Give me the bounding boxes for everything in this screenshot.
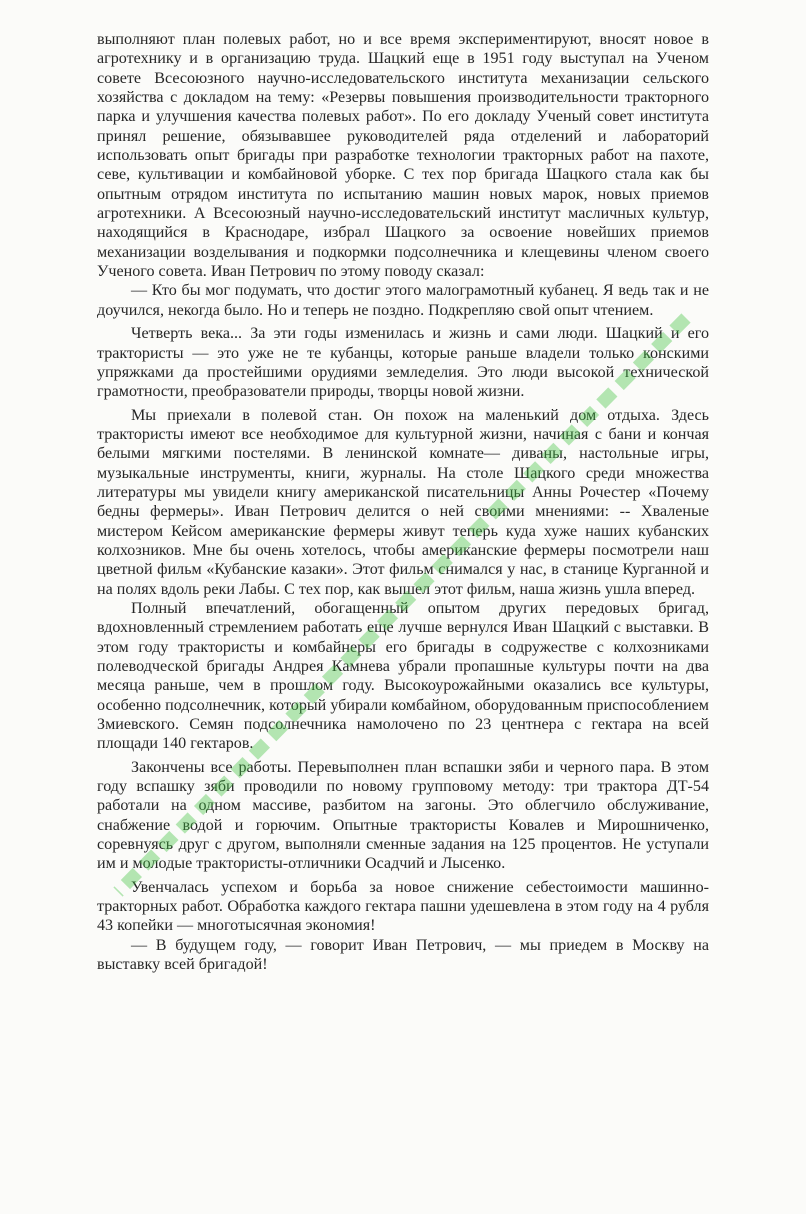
paragraph-5: Полный впечатлений, обогащенный опытом других передовых бригад, вдохновленный стремлением работать еще лучше вернулся Иван Шацкий с выставки. В этом году трактористы и комбайнеры его бригады в содружестве с колхозниками полеводческой бригады Андрея Камнева убрали пропашные культуры почти на два месяца раньше, чем в прошлом году. Высокоурожайными оказались все культуры, особенно подсолнечник, который убирали комбайном, оборудованным приспособлением Змиевского. Семян подсолнечника намолочено по 23 центнера с гектара на всей площади 140 гектаров. [97, 599, 709, 753]
paragraph-1: выполняют план полевых работ, но и все время экспериментируют, вносят новое в агротехнику и в организацию труда. Шацкий еще в 1951 году выступал на Ученом совете Всесоюзного научно-исследовательского института механизации сельского хозяйства с докладом на тему: «Резервы повышения производительности тракторного парка и улучшения качества полевых работ». По его докладу Ученый совет института принял решение, обязывавшее руководителей ряда отделений и лабораторий использовать опыт бригады при разработке технологии тракторных работ на пахоте, севе, культивации и комбайновой уборке. С тех пор бригада Шацкого стала как бы опытным отрядом института по испытанию машин новых марок, новых приемов агротехники. А Всесоюзный научно-исследовательский институт масличных культур, находящийся в Краснодаре, избрал Шацкого за освоение новейших приемов механизации возделывания и подкормки подсолнечника и клещевины членом своего Ученого совета. Иван Петрович по этому поводу сказал: [97, 31, 709, 281]
paragraph-8: — В будущем году, — говорит Иван Петрович, — мы приедем в Москву на выставку всей бригадой! [97, 936, 709, 974]
paragraph-6: Закончены все работы. Перевыполнен план вспашки зяби и черного пара. В этом году вспашку зяби проводили по новому групповому методу: три трактора ДТ-54 работали на одном массиве, разбитом на загоны. Это облегчило обслуживание, снабжение водой и горючим. Опытные трактористы Ковалев и Мирошниченко, соревнуясь друг с другом, выполняли сменные задания на 125 процентов. Не уступали им и молодые трактористы-отличники Осадчий и Лысенко. [97, 758, 709, 873]
paragraph-3: Четверть века... За эти годы изменилась и жизнь и сами люди. Шацкий и его трактористы — это уже не те кубанцы, которые раньше владели только конскими упряжками да простейшими орудиями земледелия. Это люди высокой технической грамотности, преобразователи природы, творцы новой жизни. [97, 325, 709, 401]
paragraph-4: Мы приехали в полевой стан. Он похож на маленький дом отдыха. Здесь трактористы имеют все необходимое для культурной жизни, начиная с бани и кончая белыми мягкими постелями. В ленинской комнате— диваны, настольные игры, музыкальные инструменты, книги, журналы. На столе Шацкого среди множества литературы мы увидели книгу американской писательницы Анны Рочестер «Почему бедны фермеры». Иван Петрович делится о ней своими мнениями: -- Хваленые мистером Кейсом американские фермеры живут теперь куда хуже наших кубанских колхозников. Мне бы очень хотелось, чтобы американские фермеры посмотрели наш цветной фильм «Кубанские казаки». Этот фильм снимался у нас, в станице Курганной и на полях вдоль реки Лабы. С тех пор, как вышел этот фильм, наша жизнь ушла вперед. [97, 406, 709, 598]
body-text [97, 30, 709, 975]
paragraph-2: — Кто бы мог подумать, что достиг этого малограмотный кубанец. Я ведь так и не доучился, некогда было. Но и теперь не поздно. Подкрепляю свой опыт чтением. [97, 282, 709, 319]
paragraph-7: Увенчалась успехом и борьба за новое снижение себестоимости машинно-тракторных работ. Обработка каждого гектара пашни удешевлена в этом году на 4 рубля 43 копейки — многотысячная экономия! [97, 878, 709, 935]
